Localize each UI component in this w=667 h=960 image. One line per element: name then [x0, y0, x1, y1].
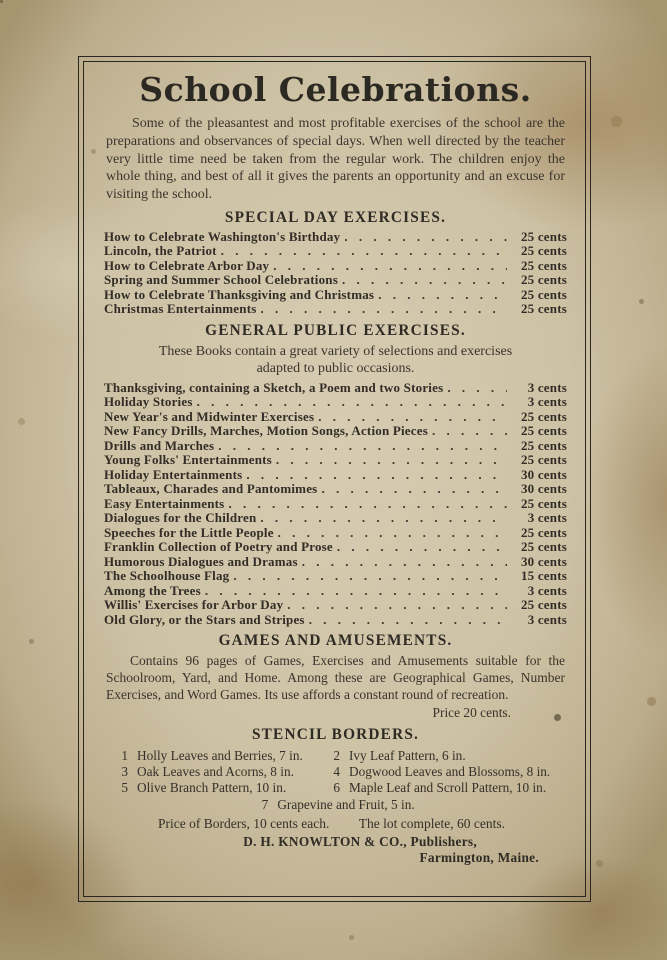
book-price: 3 cents [527, 510, 567, 526]
dot-leader [228, 497, 507, 512]
stencil-item-number: 4 [333, 764, 340, 780]
general-public-book-list [104, 381, 567, 628]
book-row [104, 482, 567, 497]
stencil-item [116, 764, 328, 780]
book-row [104, 613, 567, 628]
stencil-item-number: 6 [333, 780, 340, 796]
book-row [104, 468, 567, 483]
book-row [104, 259, 567, 274]
book-row [104, 584, 567, 599]
book-title: Easy Entertainments [104, 495, 225, 511]
stencil-item-label: Grapevine and Fruit, 5 in. [277, 796, 415, 812]
book-price: 25 cents [520, 495, 567, 511]
book-title: New Fancy Drills, Marches, Motion Songs, Action Pieces [104, 423, 428, 439]
stencil-item-number: 5 [121, 780, 128, 796]
stencil-item-label: Holly Leaves and Berries, 7 in. [137, 747, 303, 763]
stencil-item [116, 780, 328, 796]
book-price: 25 cents [520, 286, 567, 302]
dot-leader [337, 540, 507, 555]
book-row [104, 244, 567, 259]
book-title: Spring and Summer School Celebrations [104, 272, 338, 288]
stencil-item-number: 1 [121, 747, 128, 763]
dot-leader [233, 569, 507, 584]
book-row [104, 569, 567, 584]
dot-leader [278, 526, 507, 541]
book-price: 30 cents [520, 481, 567, 497]
book-price: 25 cents [520, 452, 567, 468]
book-title: Lincoln, the Patriot [104, 243, 217, 259]
book-title: New Year's and Midwinter Exercises [104, 408, 315, 424]
dot-leader [309, 613, 507, 628]
section-heading-general-public: GENERAL PUBLIC EXERCISES. [205, 321, 466, 339]
book-row [104, 555, 567, 570]
book-price: 25 cents [520, 272, 567, 288]
book-row [104, 302, 567, 317]
book-price: 25 cents [520, 597, 567, 613]
section-heading-stencil-borders: STENCIL BORDERS. [251, 725, 420, 743]
stencil-item [116, 748, 328, 764]
stencil-item-label: Olive Branch Pattern, 10 in. [137, 780, 287, 796]
games-description: Contains 96 pages of Games, Exercises and Amusements suitable for the Schoolroom, Yard, and Home. Among these are Geographical Games, Number Exercises, and Word Games. Its use affords a constant round of recreation. [106, 653, 565, 702]
book-row [104, 288, 567, 303]
dot-leader [344, 230, 507, 245]
book-row [104, 424, 567, 439]
book-row [104, 395, 567, 410]
book-title: How to Celebrate Thanksgiving and Christmas [104, 286, 375, 302]
dot-leader [218, 439, 507, 454]
book-price: 25 cents [520, 301, 567, 317]
dot-leader [197, 395, 507, 410]
book-price: 25 cents [520, 408, 567, 424]
book-price: 25 cents [520, 243, 567, 259]
stencil-item-number: 2 [333, 747, 340, 763]
special-day-book-list [104, 230, 567, 317]
dot-leader [261, 302, 508, 317]
section-heading-games: GAMES AND AMUSEMENTS. [218, 632, 453, 650]
stencil-price-each: Price of Borders, 10 cents each. [158, 816, 330, 832]
intro-paragraph: Some of the pleasantest and most profitable exercises of the school are the preparations and observances of special days. When well directed by the teacher very little time need be taken from the regular work. The children enjoy the whole thing, and best of all it gives the parents an opportunity and an excuse for visiting the school. [106, 116, 565, 203]
stencil-price-lot: The lot complete, 60 cents. [358, 816, 505, 832]
book-price: 3 cents [527, 582, 567, 598]
dot-leader [432, 424, 507, 439]
book-price: 30 cents [520, 466, 567, 482]
book-title: Old Glory, or the Stars and Stripes [104, 611, 305, 627]
book-row [104, 511, 567, 526]
stencil-border-list [104, 747, 567, 797]
stencil-item [104, 797, 567, 813]
book-title: Thanksgiving, containing a Sketch, a Poem and two Stories [104, 379, 444, 395]
book-title: The Schoolhouse Flag [104, 568, 230, 584]
book-price: 25 cents [520, 437, 567, 453]
stencil-item-label: Ivy Leaf Pattern, 6 in. [348, 747, 466, 763]
dot-leader [276, 453, 507, 468]
book-title: Holiday Entertainments [104, 466, 243, 482]
book-title: How to Celebrate Washington's Birthday [104, 228, 341, 244]
book-row [104, 497, 567, 512]
book-price: 25 cents [520, 228, 567, 244]
book-title: Holiday Stories [104, 394, 193, 410]
book-price: 30 cents [520, 553, 567, 569]
dot-leader [318, 410, 507, 425]
book-row [104, 439, 567, 454]
book-title: Dialogues for the Children [104, 510, 257, 526]
book-title: Tableaux, Charades and Pantomimes [104, 481, 318, 497]
book-title: How to Celebrate Arbor Day [104, 257, 270, 273]
dot-leader [221, 244, 507, 259]
dot-leader [205, 584, 507, 599]
dot-leader [378, 288, 507, 303]
dot-leader [302, 555, 507, 570]
book-title: Humorous Dialogues and Dramas [104, 553, 298, 569]
page-content [83, 61, 586, 897]
stencil-item [328, 764, 567, 780]
stencil-item [328, 748, 567, 764]
book-row [104, 381, 567, 396]
section-heading-special-day: SPECIAL DAY EXERCISES. [224, 208, 447, 226]
book-price: 3 cents [527, 379, 567, 395]
stencil-item-label: Maple Leaf and Scroll Pattern, 10 in. [348, 780, 547, 796]
stencil-item-number: 3 [121, 764, 128, 780]
stencil-item [328, 780, 567, 796]
games-price: Price 20 cents. [432, 704, 511, 720]
dot-leader [321, 482, 507, 497]
book-title: Speeches for the Little People [104, 524, 274, 540]
book-price: 3 cents [527, 611, 567, 627]
stencil-item-label: Oak Leaves and Acorns, 8 in. [137, 764, 294, 780]
book-row [104, 598, 567, 613]
dot-leader [260, 511, 507, 526]
stencil-price-line [104, 816, 567, 832]
book-row [104, 526, 567, 541]
dot-leader [342, 273, 507, 288]
paper-stain-specks [0, 0, 3, 3]
dot-leader [287, 598, 507, 613]
book-row [104, 540, 567, 555]
stencil-item-label: Dogwood Leaves and Blossoms, 8 in. [348, 764, 551, 780]
page-title: School Celebrations. [139, 70, 532, 109]
book-price: 3 cents [527, 394, 567, 410]
book-row [104, 273, 567, 288]
book-row [104, 230, 567, 245]
general-public-subtext: These Books contain a great variety of selections and exercises adapted to public occasions. [158, 343, 513, 377]
book-title: Willis' Exercises for Arbor Day [104, 597, 284, 613]
book-price: 25 cents [520, 539, 567, 555]
book-title: Among the Trees [104, 582, 201, 598]
dot-leader [273, 259, 507, 274]
dot-leader [447, 381, 507, 396]
book-price: 25 cents [520, 257, 567, 273]
publisher-location: Farmington, Maine. [419, 849, 539, 865]
book-price: 25 cents [520, 524, 567, 540]
book-row [104, 410, 567, 425]
book-title: Drills and Marches [104, 437, 215, 453]
stencil-item-number: 7 [261, 796, 269, 812]
publisher-name: D. H. KNOWLTON & CO., Publishers, [243, 834, 477, 850]
page-border-frame [78, 56, 591, 902]
book-row [104, 453, 567, 468]
book-price: 25 cents [520, 423, 567, 439]
book-title: Franklin Collection of Poetry and Prose [104, 539, 333, 555]
dot-leader [246, 468, 507, 483]
book-title: Young Folks' Entertainments [104, 452, 272, 468]
book-price: 15 cents [520, 568, 567, 584]
book-title: Christmas Entertainments [104, 301, 257, 317]
